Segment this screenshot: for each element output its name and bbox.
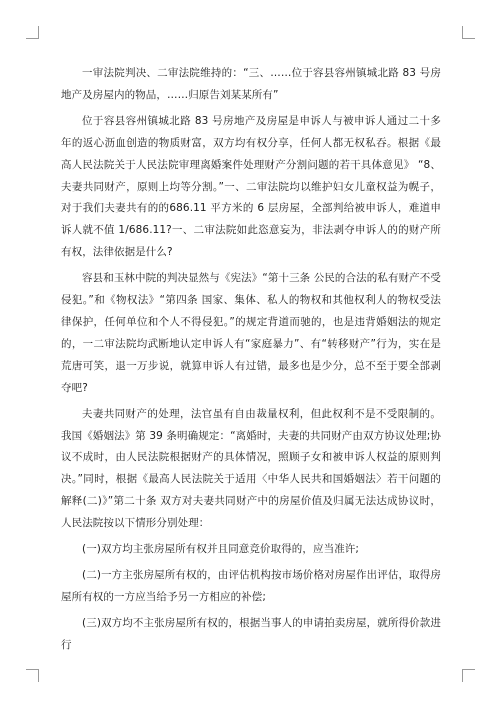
document-body [61,63,441,657]
list-item-1: (一)双方均主张房屋所有权并且同意竞价取得的，应当准许; [82,543,360,556]
paragraph-quote-judgment: 一审法院判决、二审法院维持的：“三、……位于容县容州镇城北路 83 号房地产及房屋内的物品，……归原告刘某某所有” [61,67,441,101]
crop-mark-bottom-right [462,669,475,682]
crop-mark-top-left [26,26,39,39]
paragraph-marriage-law: 夫妻共同财产的处理，法官虽有自由裁量权利，但此权利不是不受限制的。我国《婚姻法》第 39 条明确规定：“离婚时，夫妻的共同财产由双方协议处理;协议不成时，由人民法院根据财产的具体情况，照顾子女和被申诉人权益的原则判决。”同时，根据《最高人民法院关于适用〈中华人民共和国婚姻法〉若干问题的解释(二)》”第二十条 双方对夫妻共同财产中的房屋价值及归属无法达成协议时，人民法院按以下情形分别处理： [61,407,441,530]
paragraph-constitution-argument: 容县和玉林中院的判决显然与《宪法》“第十三条 公民的合法的私有财产不受侵犯。”和《物权法》“第四条 国家、集体、私人的物权和其他权利人的物权受法律保护，任何单位和个人不得侵犯。”的规定背道而驰的，也是违背婚姻法的规定的，一二审法院均武断地认定申诉人有“家庭暴力”、有“转移财产”行为，实在是荒唐可笑，退一万步说，就算申诉人有过错，最多也是少分，总不至于要全部剥夺吧? [61,272,441,394]
paragraph-property-argument: 位于容县容州镇城北路 83 号房地产及房屋是申诉人与被申诉人通过二十多年的返心沥血创造的物质财富，双方均有权分享，任何人都无权私吞。根据《最高人民法院关于人民法院审理离婚案件处理财产分割问题的若干具体意见》 “8、夫妻共同财产，原则上均等分割。”一、二审法院均以维护妇女儿童权益为幌子，对于我们夫妻共有的的686.11 平方米的 6 层房屋，全部判给被申诉人，难道申诉人就不值 1/686.11?一、二审法院如此恣意妄为，非法剥夺申诉人的的财产所有权，法律依据是什么? [61,114,441,259]
list-item-2: (二)一方主张房屋所有权的，由评估机构按市场价格对房屋作出评估，取得房屋所有权的一方应当给予另一方相应的补偿; [61,568,441,603]
crop-mark-top-right [462,26,475,39]
list-item-3: (三)双方均不主张房屋所有权的，根据当事人的申请拍卖房屋，就所得价款进行 [61,616,441,651]
crop-mark-bottom-left [26,669,39,682]
